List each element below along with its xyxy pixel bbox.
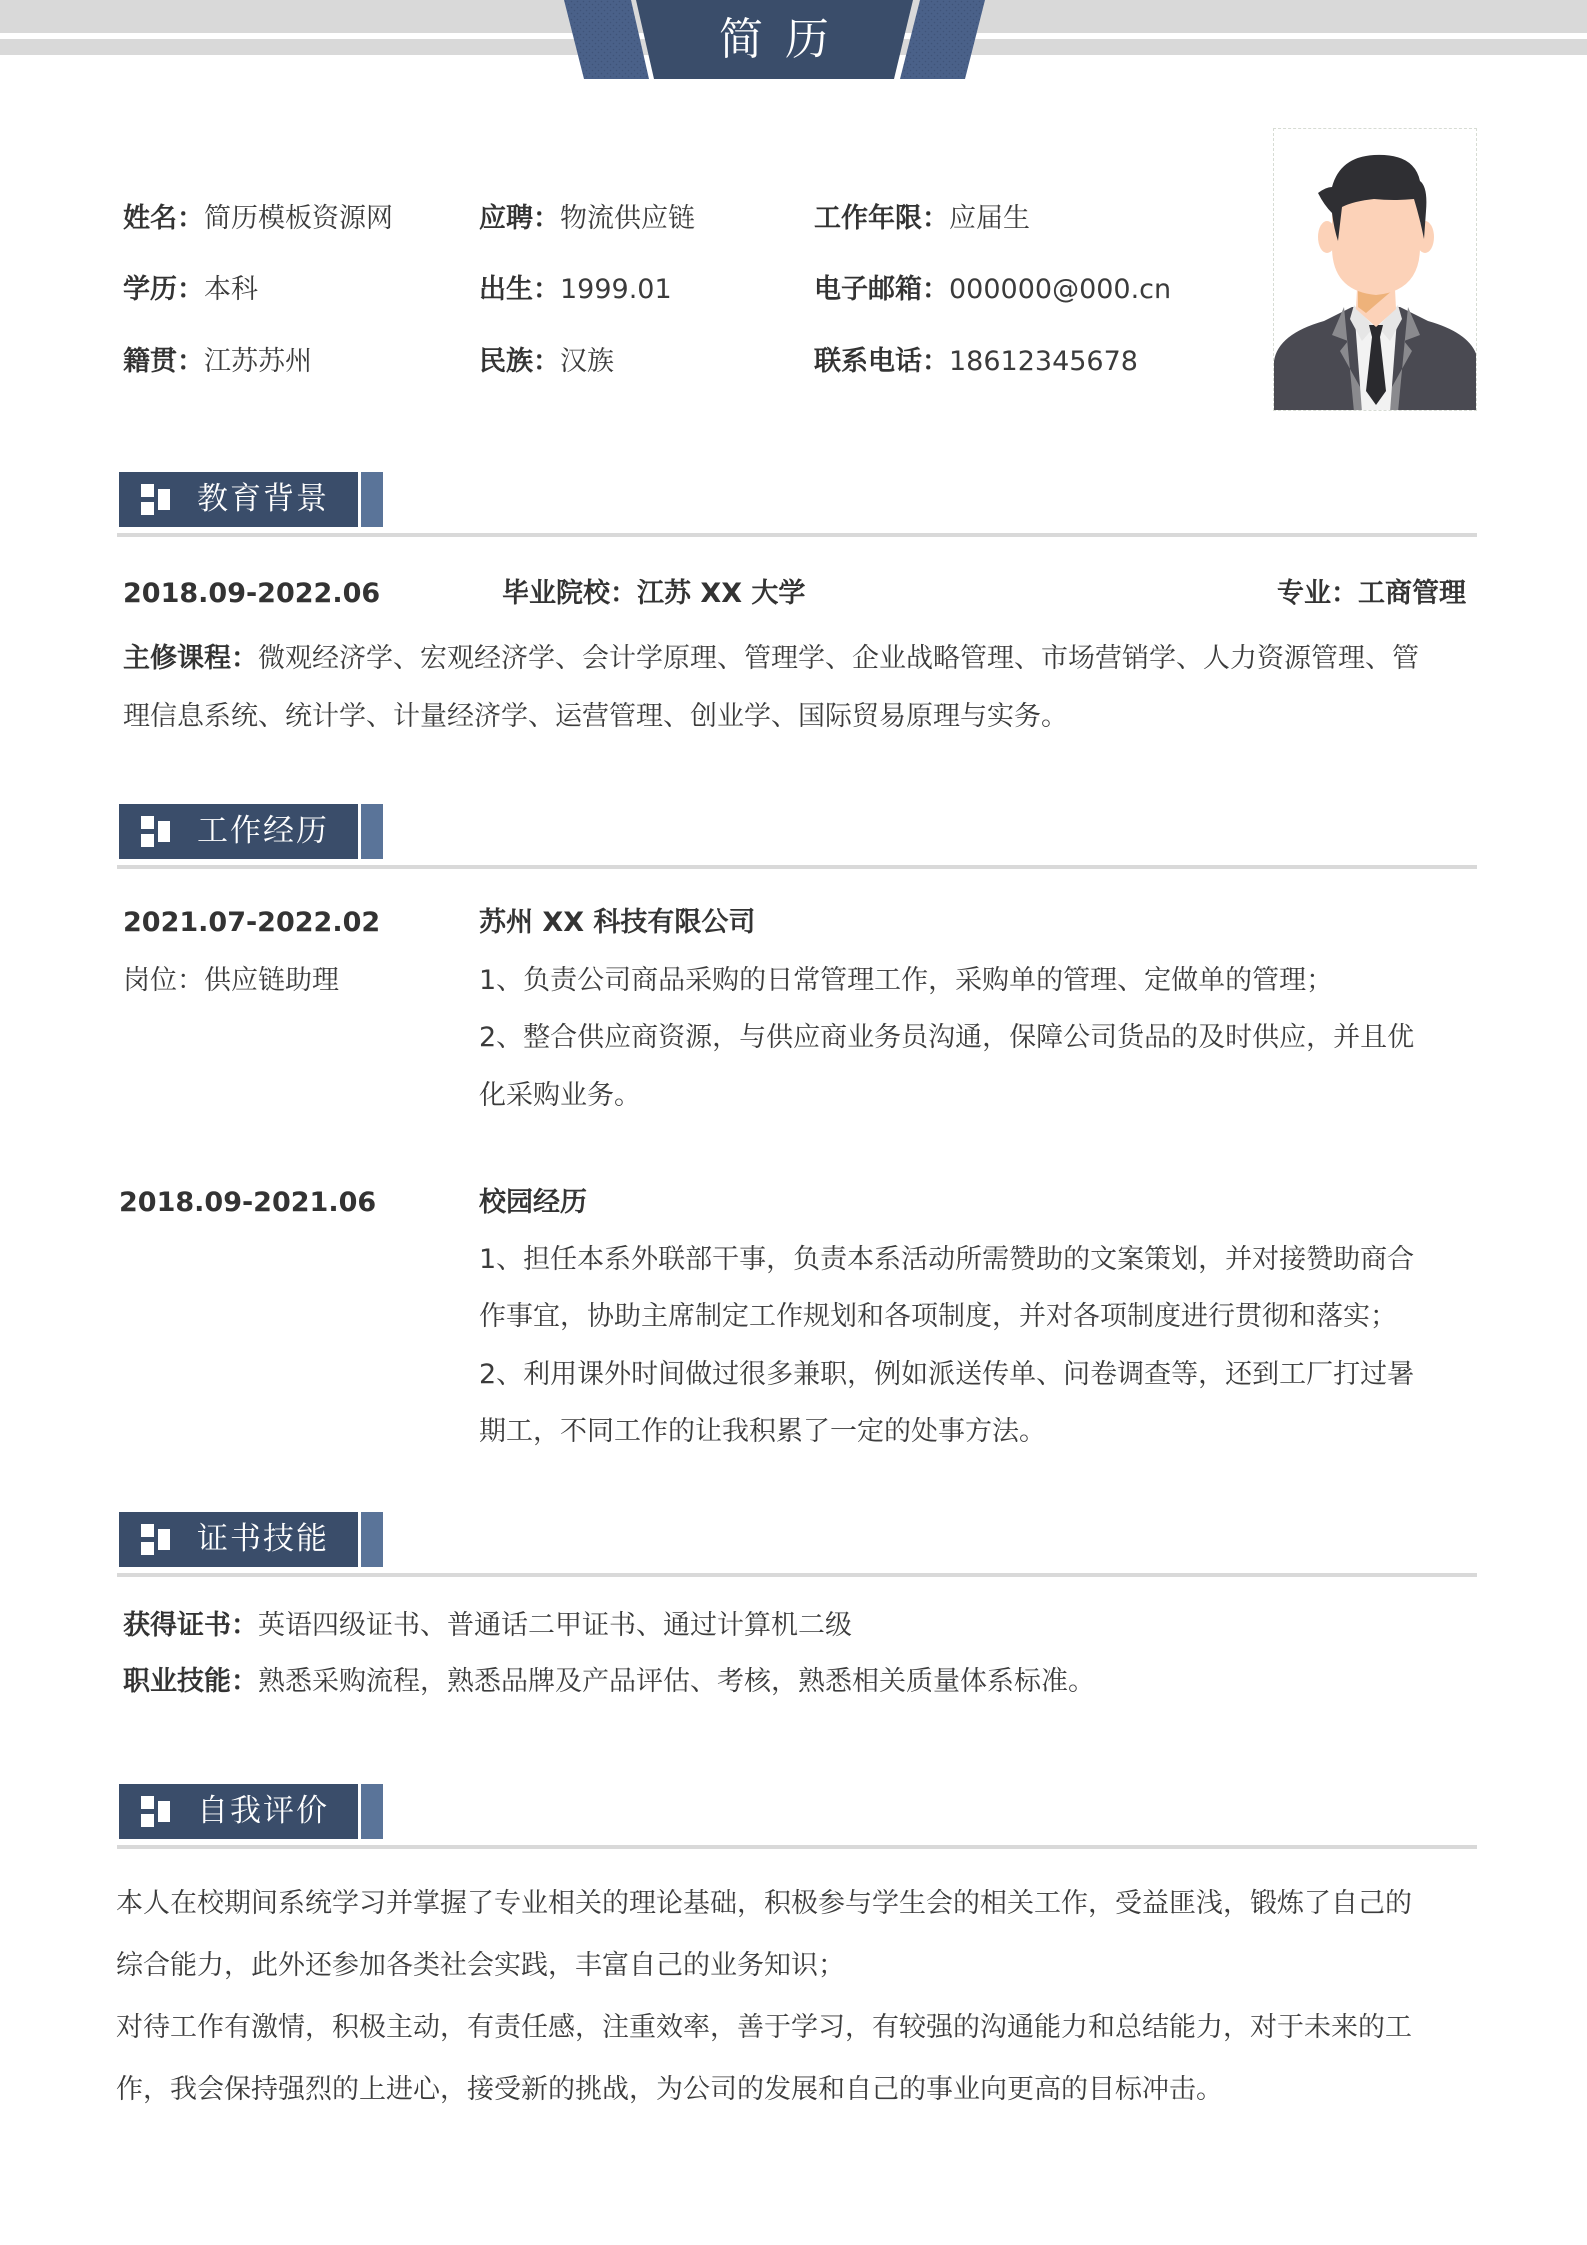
info-label: 出生： [479, 274, 560, 305]
work-org: 校园经历 [479, 1187, 587, 1218]
skills-certificates [123, 1608, 852, 1644]
courses-label: 主修课程： [123, 643, 258, 674]
info-value: 应届生 [949, 203, 1030, 234]
info-label: 籍贯： [123, 346, 204, 377]
info-hometown [123, 344, 312, 380]
work-duty-line: 作事宜，协助主席制定工作规划和各项制度，并对各项制度进行贯彻和落实； [479, 1301, 1397, 1332]
section-blocks-icon [141, 816, 173, 848]
info-value: 1999.01 [560, 274, 672, 305]
courses-text-line1: 微观经济学、宏观经济学、会计学原理、管理学、企业战略管理、市场营销学、人力资源管理、管 [258, 643, 1419, 674]
education-period: 2018.09-2022.06 [123, 578, 381, 609]
info-value[interactable]: 18612345678 [949, 346, 1138, 377]
section-header-education [119, 472, 383, 527]
section-title: 工作经历 [197, 813, 329, 849]
work-duty-line: 2、利用课外时间做过很多兼职，例如派送传单、问卷调查等，还到工厂打过暑 [479, 1359, 1415, 1390]
info-ethnicity [479, 344, 614, 380]
profile-photo [1273, 128, 1477, 411]
info-work-years [814, 201, 1030, 237]
section-divider [117, 1845, 1477, 1849]
section-header-work [119, 804, 383, 859]
skills-text: 熟悉采购流程，熟悉品牌及产品评估、考核，熟悉相关质量体系标准。 [258, 1666, 1095, 1697]
work-duty-line: 化采购业务。 [479, 1080, 641, 1111]
work-position: 岗位：供应链助理 [123, 965, 339, 996]
section-header-accent [361, 1784, 383, 1839]
certs-text: 英语四级证书、普通话二甲证书、通过计算机二级 [258, 1610, 852, 1641]
info-phone [814, 344, 1138, 380]
header-right-wing [900, 0, 985, 79]
section-title: 教育背景 [197, 481, 329, 517]
work-period: 2021.07-2022.02 [123, 907, 381, 938]
section-blocks-icon [141, 1524, 173, 1556]
certs-label: 获得证书： [123, 1610, 258, 1641]
info-value: 汉族 [560, 346, 614, 377]
self-eval-line: 综合能力，此外还参加各类社会实践，丰富自己的业务知识； [116, 1950, 845, 1981]
info-birth [479, 272, 672, 308]
section-header-accent [361, 472, 383, 527]
info-value[interactable]: 000000@000.cn [949, 274, 1172, 305]
info-label: 电子邮箱： [814, 274, 949, 305]
skills-label: 职业技能： [123, 1666, 258, 1697]
section-header-accent [361, 1512, 383, 1567]
work-duty-line: 1、担任本系外联部干事，负责本系活动所需赞助的文案策划，并对接赞助商合 [479, 1244, 1415, 1275]
section-header-skills [119, 1512, 383, 1567]
info-value: 简历模板资源网 [204, 203, 393, 234]
info-value: 物流供应链 [560, 203, 695, 234]
resume-title: 简历 [719, 14, 851, 65]
section-blocks-icon [141, 1796, 173, 1828]
work-duty-line: 2、整合供应商资源，与供应商业务员沟通，保障公司货品的及时供应，并且优 [479, 1022, 1415, 1053]
header-left-wing [564, 0, 649, 79]
info-label: 应聘： [479, 203, 560, 234]
work-duty-line: 期工，不同工作的让我积累了一定的处事方法。 [479, 1416, 1046, 1447]
info-value: 江苏苏州 [204, 346, 312, 377]
info-education [123, 272, 258, 308]
info-name [123, 201, 393, 237]
info-label: 学历： [123, 274, 204, 305]
education-school: 毕业院校：江苏 XX 大学 [502, 578, 806, 609]
info-value: 本科 [204, 274, 258, 305]
section-divider [117, 1573, 1477, 1577]
info-position-applied [479, 201, 695, 237]
info-label: 联系电话： [814, 346, 949, 377]
work-org: 苏州 XX 科技有限公司 [479, 907, 756, 938]
section-header-self-eval [119, 1784, 383, 1839]
self-eval-line: 本人在校期间系统学习并掌握了专业相关的理论基础，积极参与学生会的相关工作，受益匪浅，锻炼了自己的 [116, 1888, 1412, 1919]
info-label: 工作年限： [814, 203, 949, 234]
self-eval-line: 作，我会保持强烈的上进心，接受新的挑战，为公司的发展和自己的事业向更高的目标冲击。 [116, 2074, 1223, 2105]
info-label: 姓名： [123, 203, 204, 234]
skills-professional [123, 1664, 1095, 1700]
section-title: 自我评价 [197, 1793, 329, 1829]
self-eval-line: 对待工作有激情，积极主动，有责任感，注重效率，善于学习，有较强的沟通能力和总结能力，对于未来的工 [116, 2012, 1412, 2043]
info-label: 民族： [479, 346, 560, 377]
courses-text-line2: 理信息系统、统计学、计量经济学、运营管理、创业学、国际贸易原理与实务。 [123, 701, 1068, 732]
education-major: 专业：工商管理 [1277, 578, 1466, 609]
work-period: 2018.09-2021.06 [119, 1187, 377, 1218]
work-duty-line: 1、负责公司商品采购的日常管理工作，采购单的管理、定做单的管理； [479, 965, 1334, 996]
education-courses [123, 641, 1419, 677]
section-divider [117, 533, 1477, 537]
info-email [814, 272, 1171, 308]
section-title: 证书技能 [197, 1521, 329, 1557]
avatar-businessman-icon [1274, 129, 1477, 411]
section-divider [117, 865, 1477, 869]
section-blocks-icon [141, 484, 173, 516]
section-header-accent [361, 804, 383, 859]
